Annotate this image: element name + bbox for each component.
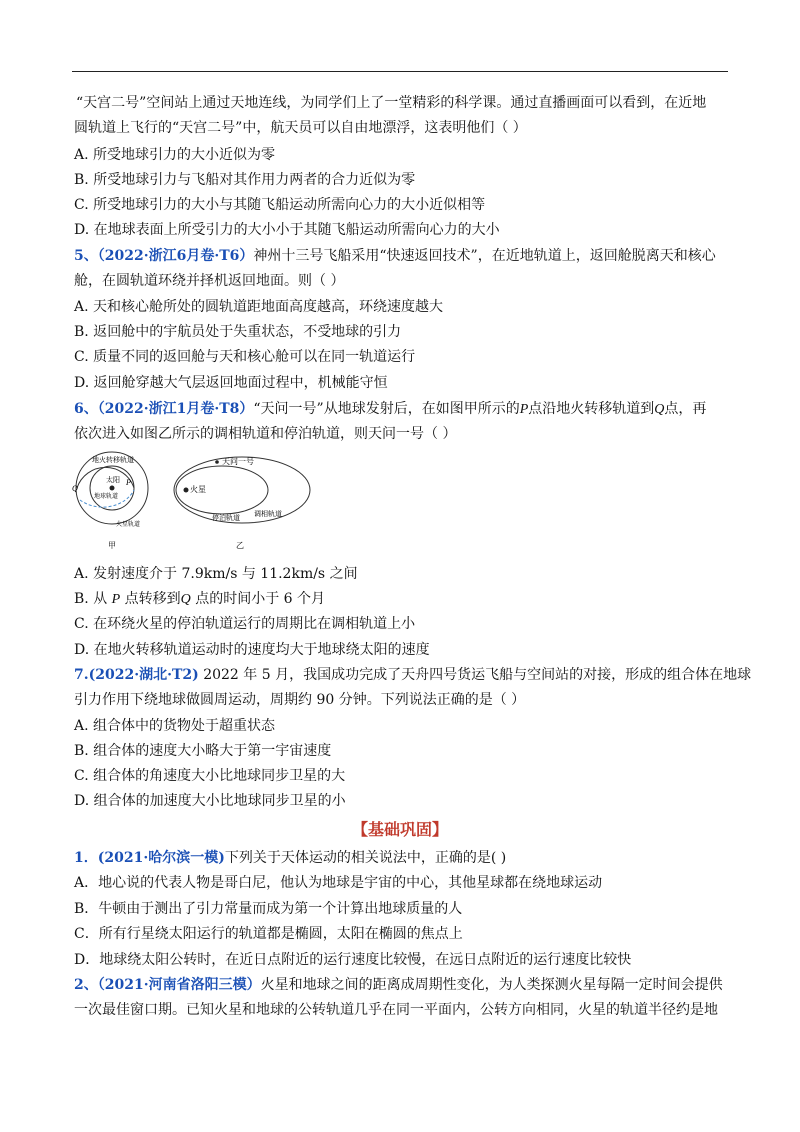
figure-jia-label: 甲 [108, 541, 116, 550]
question-5-line-1: 5、（2022·浙江6月卷·T6）神州十三号飞船采用“快速返回技术”，在近地轨道上，返回舱脱离天和核心 [74, 248, 716, 264]
option-d: D. 在地火转移轨道运动时的速度均大于地球绕太阳的速度 [74, 642, 430, 658]
text-line: “天宫二号”空间站上通过天地连线，为同学们上了一堂精彩的科学课。通过直播画面可以看到，在近地 [76, 95, 707, 111]
question-number: 1． [74, 850, 98, 866]
question-number: 6、 [74, 401, 98, 417]
figure-jia [72, 452, 148, 550]
mars-dot [184, 488, 189, 493]
section-heading: 【基础巩固】 [351, 820, 448, 839]
orbit-figures [72, 450, 312, 550]
point-q-label: Q [72, 484, 78, 493]
sun-dot [110, 486, 115, 491]
header-rule [72, 71, 728, 72]
probe-label: 天问一号 [222, 457, 254, 466]
phasing-orbit-label: 调相轨道 [254, 510, 282, 518]
question-7-line-2: 引力作用下绕地球做圆周运动，周期约 90 分钟。下列说法正确的是（ ） [74, 692, 526, 708]
probe-dot [215, 460, 219, 464]
option-c: C. 组合体的角速度大小比地球同步卫星的大 [74, 768, 346, 784]
option-c: C. 所受地球引力的大小与其随飞船运动所需向心力的大小近似相等 [74, 197, 486, 213]
question-source: （2021·河南省洛阳三模） [97, 977, 261, 993]
option-c: C. 质量不同的返回舱与天和核心舱可以在同一轨道运行 [74, 349, 416, 365]
basic-question-2-line-1: 2、（2021·河南省洛阳三模）火星和地球之间的距离成周期性变化，为人类探测火星每隔一定时间会提供 [74, 977, 723, 993]
option-a: A. 发射速度介于 7.9km/s 与 11.2km/s 之间 [74, 566, 358, 582]
question-number: 7. [74, 667, 89, 683]
earth-orbit-label: 地球轨道 [94, 494, 119, 500]
option-a: A. 所受地球引力的大小近似为零 [74, 147, 276, 163]
option-c: C．所有行星绕太阳运行的轨道都是椭圆，太阳在椭圆的焦点上 [74, 926, 463, 942]
option-d: D. 组合体的加速度大小比地球同步卫星的小 [74, 793, 346, 809]
option-b: B. 组合体的速度大小略大于第一宇宙速度 [74, 743, 332, 759]
mars-orbit-label: 火星轨道 [116, 522, 141, 528]
option-c: C. 在环绕火星的停泊轨道运行的周期比在调相轨道上小 [74, 616, 416, 632]
figure-yi [174, 456, 310, 550]
question-source: (2021·哈尔滨一模) [97, 850, 225, 866]
option-a: A．地心说的代表人物是哥白尼，他认为地球是宇宙的中心，其他星球都在绕地球运动 [74, 875, 603, 891]
sun-label: 太阳 [106, 476, 120, 484]
option-a: A. 天和核心舱所处的圆轨道距地面高度越高，环绕速度越大 [74, 299, 444, 315]
basic-question-2-line-2: 一次最佳窗口期。已知火星和地球的公转轨道几乎在同一平面内，公转方向相同，火星的轨道半径约是地 [74, 1002, 718, 1018]
question-source: (2022·湖北·T2) [88, 667, 199, 683]
text-line: 圆轨道上飞行的“天宫二号”中，航天员可以自由地漂浮，这表明他们（ ） [74, 120, 527, 136]
option-b: B. 返回舱中的宇航员处于失重状态，不受地球的引力 [74, 324, 402, 340]
question-6-line-2: 依次进入如图乙所示的调相轨道和停泊轨道，则天问一号（ ） [74, 426, 457, 442]
mars-label: 火星 [190, 485, 206, 494]
option-b: B. 所受地球引力与飞船对其作用力两者的合力近似为零 [74, 172, 416, 188]
option-b: B. 从 P 点转移到Q 点的时间小于 6 个月 [74, 591, 326, 607]
question-7-line-1: 7.(2022·湖北·T2) 2022 年 5 月，我国成功完成了天舟四号货运飞船与空间站的对接，形成的组合体在地球 [74, 667, 752, 683]
basic-question-1: 1．(2021·哈尔滨一模)下列关于天体运动的相关说法中，正确的是( ) [74, 850, 507, 866]
figure-yi-label: 乙 [236, 541, 244, 550]
question-source: （2022·浙江1月卷·T8） [97, 401, 254, 417]
question-source: （2022·浙江6月卷·T6） [97, 248, 254, 264]
question-5-line-2: 舱，在圆轨道环绕并择机返回地面。则（ ） [74, 273, 345, 289]
question-number: 5、 [74, 248, 98, 264]
point-p-label: P [126, 478, 131, 487]
option-d: D. 在地球表面上所受引力的大小小于其随飞船运动所需向心力的大小 [74, 222, 500, 238]
transfer-label: 地火转移轨道 [92, 456, 134, 464]
question-number: 2、 [74, 977, 98, 993]
option-b: B．牛顿由于测出了引力常量而成为第一个计算出地球质量的人 [74, 901, 463, 917]
option-d: D. 返回舱穿越大气层返回地面过程中，机械能守恒 [74, 375, 388, 391]
option-a: A. 组合体中的货物处于超重状态 [74, 718, 276, 734]
option-d: D．地球绕太阳公转时，在近日点附近的运行速度比较慢，在远日点附近的运行速度比较快 [74, 952, 632, 968]
question-6-line-1: 6、（2022·浙江1月卷·T8）“天问一号”从地球发射后，在如图甲所示的P点沿地火转移轨道到Q点，再 [74, 401, 707, 417]
parking-orbit-label: 停泊轨道 [212, 514, 240, 522]
